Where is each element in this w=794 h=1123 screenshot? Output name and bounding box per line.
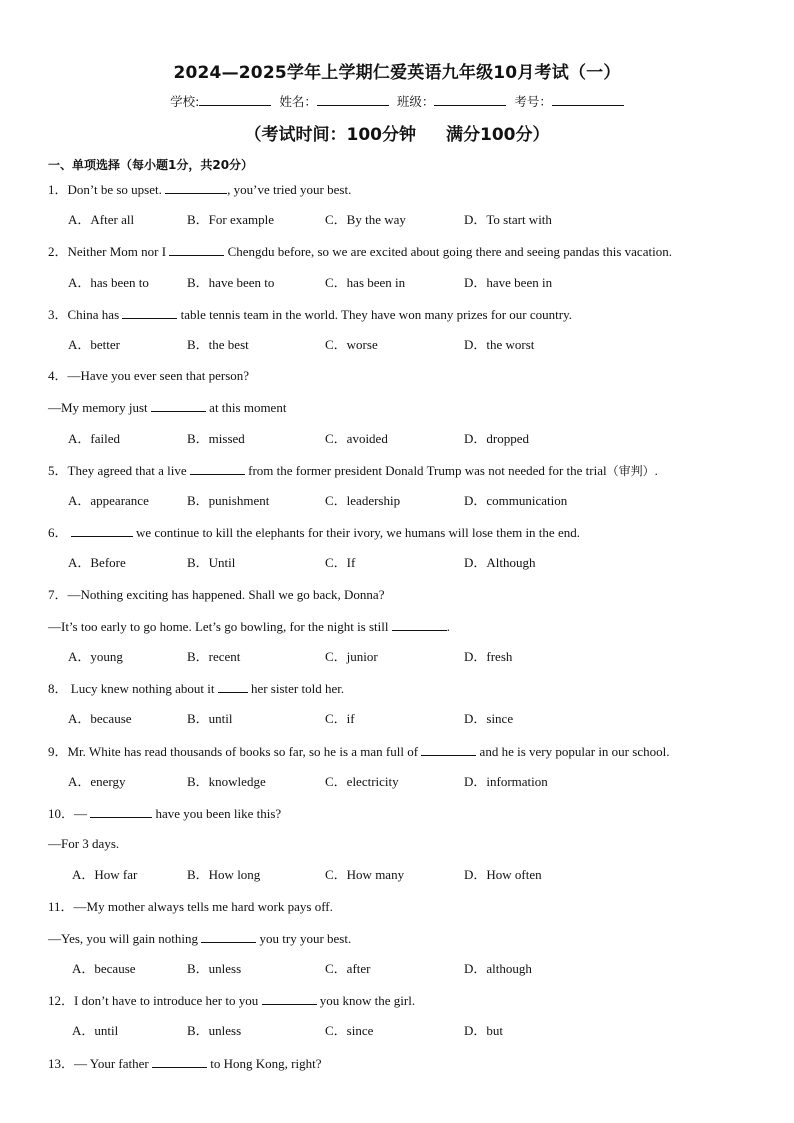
- question-2-text-before: 2．Neither Mom nor I: [48, 244, 170, 260]
- number-label: 考号：: [514, 94, 552, 109]
- question-12-text-after: you know the girl.: [316, 993, 416, 1009]
- question-3-text-after: table tennis team in the world. They have won many prizes for our country.: [177, 306, 572, 322]
- question-1-text-before: 1．Don’t be so upset.: [48, 182, 166, 197]
- question-7-option-a[interactable]: A．young: [68, 649, 123, 664]
- question-3-option-b[interactable]: B．the best: [187, 337, 249, 352]
- question-3-answer-blank[interactable]: [122, 306, 177, 319]
- question-2-option-b[interactable]: B．have been to: [187, 274, 275, 290]
- question-10-text-before: 10．—: [48, 806, 91, 821]
- question-4-option-a[interactable]: A．failed: [68, 430, 120, 446]
- question-11-stem: [48, 930, 351, 947]
- question-9-option-d[interactable]: D．information: [464, 773, 548, 789]
- question-6-stem: [48, 524, 580, 541]
- question-6-answer-blank[interactable]: [71, 524, 133, 537]
- question-9-option-b[interactable]: B．knowledge: [187, 773, 266, 789]
- question-5-option-d[interactable]: D．communication: [464, 493, 568, 508]
- question-13-stem: [48, 1055, 321, 1072]
- class-blank[interactable]: [434, 93, 506, 106]
- question-6-text-before: 6．: [48, 525, 71, 541]
- question-10-text-after: have you been like this?: [152, 806, 282, 821]
- name-label: 姓名：: [279, 94, 317, 109]
- question-5-option-a[interactable]: A．appearance: [68, 493, 149, 508]
- question-11-text-before: —Yes, you will gain nothing: [48, 930, 202, 946]
- question-4-answer-blank[interactable]: [151, 399, 206, 412]
- question-11-option-a[interactable]: A．because: [72, 961, 136, 976]
- question-5-option-c[interactable]: C．leadership: [325, 493, 401, 508]
- question-3-text-before: 3．China has: [48, 306, 123, 322]
- question-11-option-d[interactable]: D．although: [464, 961, 532, 976]
- question-7-text-before: —It’s too early to go home. Let’s go bowling, for the night is still: [48, 618, 392, 634]
- school-label: 学校:: [170, 94, 200, 109]
- question-7-option-d[interactable]: D．fresh: [464, 649, 513, 664]
- question-2-stem: [48, 243, 672, 260]
- question-5-text-after: from the former president Donald Trump was not needed for the trial（审判）.: [244, 462, 658, 478]
- question-11-option-c[interactable]: C．after: [325, 961, 371, 976]
- question-1-option-a[interactable]: A．After all: [68, 212, 135, 228]
- question-9-option-a[interactable]: A．energy: [68, 773, 126, 789]
- question-10-reply: —For 3 days.: [48, 836, 120, 852]
- question-8-answer-blank[interactable]: [218, 680, 248, 693]
- question-2-text-after: Chengdu before, so we are excited about going there and seeing pandas this vacation.: [224, 244, 672, 260]
- question-12-option-d[interactable]: D．but: [464, 1023, 504, 1039]
- question-4-option-c[interactable]: C．avoided: [325, 430, 388, 446]
- question-5-option-b[interactable]: B．punishment: [187, 493, 270, 508]
- question-2-answer-blank[interactable]: [169, 243, 224, 256]
- question-3-stem: [48, 306, 572, 323]
- question-12-text-before: 12．I don’t have to introduce her to you: [48, 993, 262, 1009]
- section-heading: 一、单项选择（每小题1分，共20分）: [48, 158, 254, 172]
- question-5-text-before: 5．They agreed that a live: [48, 462, 190, 478]
- question-3-option-a[interactable]: A．better: [68, 337, 120, 352]
- question-7-text-after: .: [446, 618, 450, 634]
- question-12-option-c[interactable]: C．since: [325, 1023, 374, 1039]
- question-1-stem: [48, 181, 351, 198]
- question-1-option-c[interactable]: C．By the way: [325, 212, 406, 228]
- class-label: 班级：: [396, 94, 435, 109]
- question-10-option-a[interactable]: A．How far: [72, 867, 138, 883]
- question-12-stem: [48, 992, 415, 1009]
- question-10-option-b[interactable]: B．How long: [187, 867, 261, 883]
- question-2-option-a[interactable]: A．has been to: [68, 274, 149, 290]
- question-1-text-after: , you’ve tried your best.: [227, 182, 352, 197]
- question-4-option-b[interactable]: B．missed: [187, 430, 245, 446]
- question-8-text-after: her sister told her.: [247, 681, 345, 697]
- question-7-answer-blank[interactable]: [392, 618, 447, 631]
- question-2-option-c[interactable]: C．has been in: [325, 274, 406, 290]
- exam-title: 2024—2025学年上学期仁爱英语九年级10月考试（一）: [173, 63, 621, 83]
- question-12-option-b[interactable]: B．unless: [187, 1023, 242, 1039]
- question-7-prompt: 7．—Nothing exciting has happened. Shall we go back, Donna?: [48, 586, 385, 602]
- question-6-text-after: we continue to kill the elephants for their ivory, we humans will lose them in the end.: [132, 525, 580, 541]
- question-4-text-before: —My memory just: [48, 400, 151, 416]
- question-8-option-a[interactable]: A．because: [68, 711, 132, 727]
- exam-duration: （考试时间：100分钟: [244, 125, 416, 145]
- question-10-stem: [48, 805, 281, 822]
- question-7-stem: [48, 618, 450, 635]
- question-8-stem: [48, 680, 344, 697]
- question-4-prompt: 4．—Have you ever seen that person?: [48, 368, 250, 384]
- question-9-answer-blank[interactable]: [421, 743, 476, 756]
- question-9-option-c[interactable]: C．electricity: [325, 773, 399, 789]
- student-info-line: [0, 92, 794, 110]
- exam-time-line: [0, 120, 794, 145]
- exam-total-score: 满分100分）: [446, 125, 550, 145]
- question-2-option-d[interactable]: D．have been in: [464, 274, 553, 290]
- question-1-option-b[interactable]: B．For example: [187, 212, 275, 228]
- question-8-option-c[interactable]: C．if: [325, 711, 355, 727]
- question-11-option-b[interactable]: B．unless: [187, 961, 242, 976]
- question-5-stem: [48, 462, 658, 479]
- question-8-option-b[interactable]: B．until: [187, 711, 233, 727]
- question-9-stem: [48, 743, 669, 760]
- question-12-option-a[interactable]: A．until: [72, 1023, 119, 1039]
- question-3-option-d[interactable]: D．the worst: [464, 337, 535, 352]
- question-13-text-before: 13．— Your father: [48, 1055, 152, 1071]
- number-blank[interactable]: [552, 93, 624, 106]
- question-7-option-c[interactable]: C．junior: [325, 649, 378, 664]
- question-10-option-d[interactable]: D．How often: [464, 867, 542, 883]
- question-12-answer-blank[interactable]: [262, 992, 317, 1005]
- question-9-text-before: 9．Mr. White has read thousands of books so far, so he is a man full of: [48, 743, 422, 759]
- question-4-text-after: at this moment: [205, 400, 287, 416]
- question-11-prompt: 11．—My mother always tells me hard work pays off.: [48, 898, 333, 914]
- question-8-text-before: 8． Lucy knew nothing about it: [48, 681, 218, 697]
- question-6-option-b[interactable]: B．Until: [187, 555, 236, 571]
- question-4-option-d[interactable]: D．dropped: [464, 430, 529, 446]
- question-6-option-a[interactable]: A．Before: [68, 555, 126, 571]
- question-10-option-c[interactable]: C．How many: [325, 867, 405, 883]
- name-blank[interactable]: [317, 93, 389, 106]
- question-11-answer-blank[interactable]: [201, 930, 256, 943]
- question-3-option-c[interactable]: C．worse: [325, 337, 378, 352]
- question-4-stem: [48, 399, 286, 416]
- question-7-option-b[interactable]: B．recent: [187, 649, 241, 664]
- question-10-answer-blank[interactable]: [90, 805, 152, 818]
- question-6-option-c[interactable]: C．If: [325, 555, 356, 571]
- school-blank[interactable]: [199, 93, 271, 106]
- question-5-answer-blank[interactable]: [190, 462, 245, 475]
- question-13-text-after: to Hong Kong, right?: [207, 1055, 322, 1071]
- question-11-text-after: you try your best.: [256, 930, 352, 946]
- question-1-answer-blank[interactable]: [165, 181, 227, 194]
- question-8-option-d[interactable]: D．since: [464, 711, 514, 727]
- question-13-answer-blank[interactable]: [152, 1055, 207, 1068]
- question-9-text-after: and he is very popular in our school.: [476, 743, 670, 759]
- question-1-option-d[interactable]: D．To start with: [464, 212, 552, 228]
- question-6-option-d[interactable]: D．Although: [464, 555, 536, 571]
